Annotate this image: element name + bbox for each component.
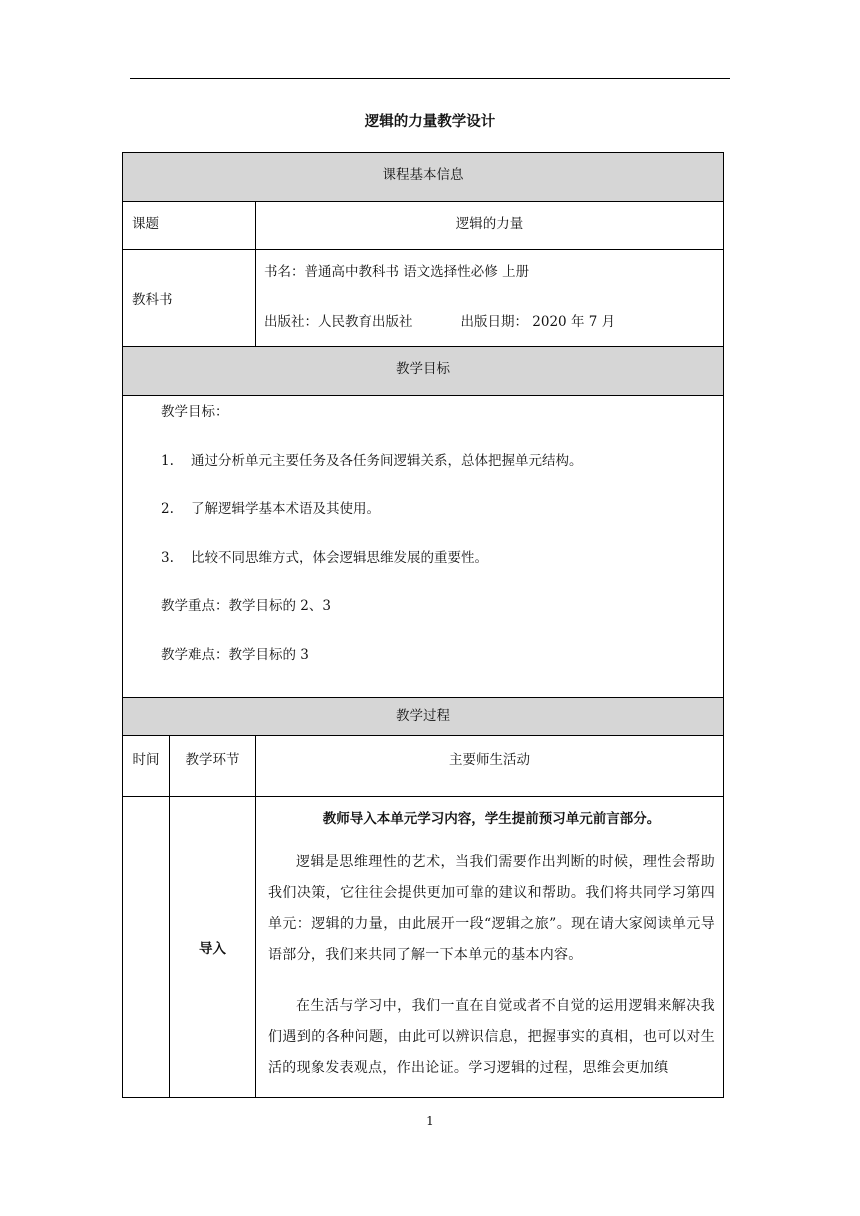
document-title: 逻辑的力量教学设计	[364, 114, 496, 130]
objectives-body	[123, 396, 724, 698]
stage-name: 导入	[199, 941, 226, 957]
process-header	[123, 698, 724, 736]
lesson-plan-table	[122, 152, 724, 1098]
activity-cell	[256, 797, 724, 1098]
objective-text: 了解逻辑学基本术语及其使用。	[191, 501, 380, 517]
col-time-text: 时间	[132, 752, 160, 768]
objectives-header	[123, 347, 724, 396]
publish-date: 出版日期： 2020 年 7 月	[460, 314, 616, 330]
publisher-info	[264, 310, 723, 330]
key-points: 教学重点：教学目标的 2、3	[161, 598, 331, 614]
objective-number: 3.	[161, 549, 174, 566]
textbook-details	[256, 250, 724, 347]
objectives-header-text: 教学目标	[396, 361, 450, 377]
page-number: 1	[426, 1114, 434, 1128]
col-time-header	[123, 736, 170, 797]
activity-paragraph: 逻辑是思维理性的艺术，当我们需要作出判断的时候，理性会帮助我们决策，它往往会提供更加可靠的建议和帮助。我们将共同学习第四单元：逻辑的力量，由此展开一段“逻辑之旅”。现在请大家阅读单元导语部分，我们来共同了解一下本单元的基本内容。	[268, 854, 716, 963]
process-header-text: 教学过程	[396, 708, 450, 724]
publisher: 出版社：人民教育出版社	[264, 314, 413, 330]
col-activity-text: 主要师生活动	[449, 752, 530, 768]
objectives-intro: 教学目标：	[161, 404, 229, 420]
textbook-name: 书名：普通高中教科书 语文选择性必修 上册	[264, 264, 530, 280]
topic-label: 课题	[123, 202, 256, 250]
course-info-header-text: 课程基本信息	[382, 167, 464, 183]
course-info-header	[123, 153, 724, 202]
col-activity-header	[256, 736, 724, 797]
topic-value: 逻辑的力量	[256, 202, 724, 250]
objective-item	[161, 549, 723, 601]
objective-text: 比较不同思维方式，体会逻辑思维发展的重要性。	[191, 549, 488, 566]
time-cell	[123, 797, 170, 1098]
col-stage-text: 教学环节	[185, 752, 240, 768]
objective-text: 通过分析单元主要任务及各任务间逻辑关系，总体把握单元结构。	[191, 452, 583, 469]
objective-number: 1.	[161, 452, 174, 469]
activity-paragraph: 在生活与学习中，我们一直在自觉或者不自觉的运用逻辑来解决我们遇到的各种问题，由此可以辨识信息，把握事实的真相，也可以对生活的现象发表观点，作出论证。学习逻辑的过程，思维会更加缜	[268, 998, 716, 1076]
objective-item	[161, 503, 723, 552]
difficult-points: 教学难点：教学目标的 3	[161, 646, 309, 663]
stage-cell	[170, 797, 256, 1098]
objective-item	[161, 452, 723, 504]
activity-lead: 教师导入本单元学习内容，学生提前预习单元前言部分。	[322, 811, 661, 827]
col-stage-header	[170, 736, 256, 797]
objective-number: 2.	[161, 501, 174, 517]
textbook-label: 教科书	[123, 250, 256, 347]
header-rule	[130, 78, 730, 79]
